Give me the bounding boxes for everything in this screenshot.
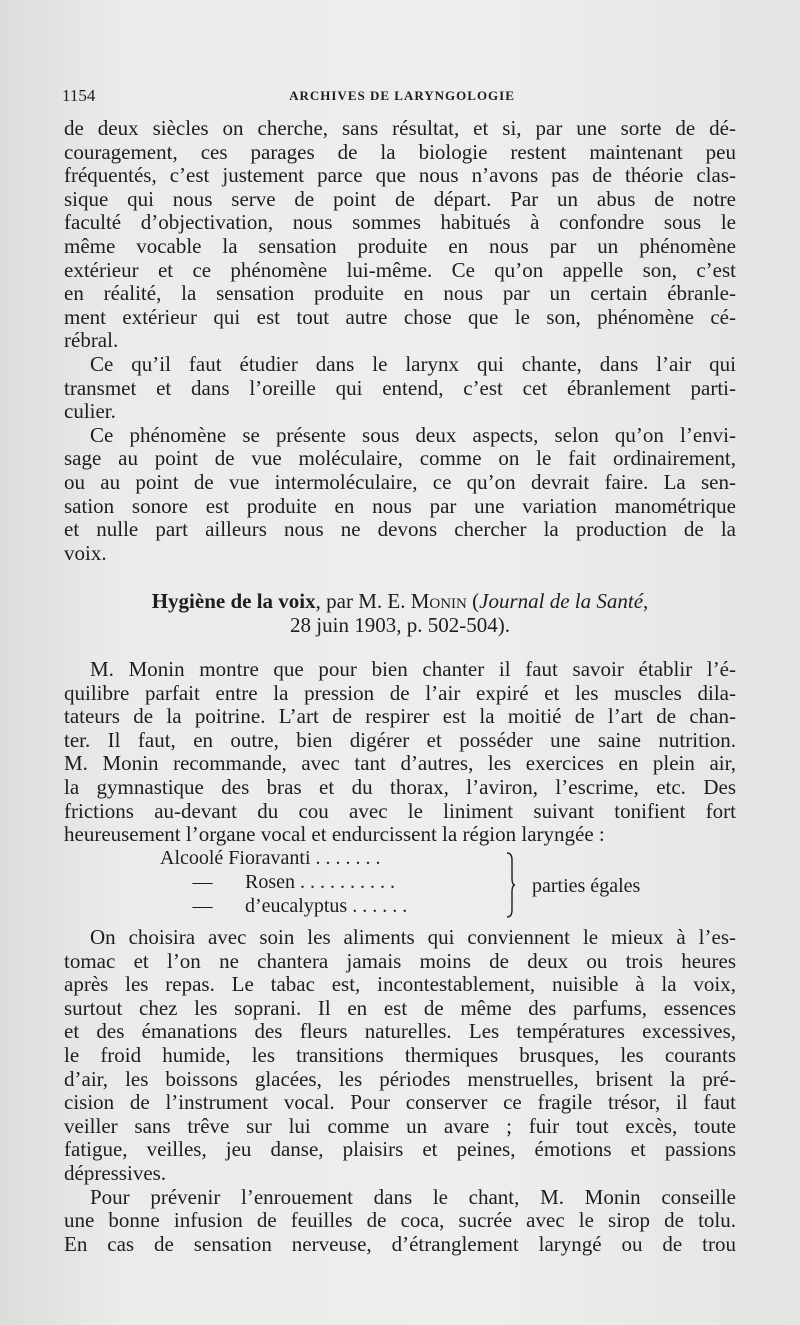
text-line: même vocable la sensation produite en nous par un phénomène (64, 233, 736, 258)
ditto-dash: — (192, 895, 213, 917)
text-line: rébral. (64, 328, 119, 353)
recipe-item (160, 846, 680, 870)
text-line: Ce phénomène se présente sous deux aspects, selon qu’on l’envi- (90, 422, 736, 447)
text-line: la gymnastique des bras et du thorax, l’aviron, l’escrime, etc. Des (64, 774, 736, 799)
text-line: couragement, ces parages de la biologie restent maintenant peu (64, 139, 736, 164)
text-line: heureusement l’organe vocal et endurcissent la région laryngée : (64, 822, 605, 847)
body-text-summary (64, 658, 736, 847)
text-line: Ce qu’il faut étudier dans le larynx qui chante, dans l’air qui (90, 351, 736, 376)
body-text-top (64, 117, 736, 565)
text-line: M. Monin recommande, avec tant d’autres, les exercices en plein air, (64, 751, 736, 776)
text-line: et des émanations des fleurs naturelles. Les températures excessives, (64, 1019, 736, 1044)
text-line: transmet et dans l’oreille qui entend, c’est cet ébranlement parti- (64, 375, 736, 400)
text-line: ter. Il faut, en outre, bien digérer et posséder une saine nutrition. (64, 727, 736, 752)
text-line: cision de l’instrument vocal. Pour conserver ce fragile trésor, il faut (64, 1090, 736, 1115)
text-line: fréquentés, c’est justement parce que nous n’avons pas de théorie clas- (64, 163, 736, 188)
text-line: sique qui nous serve de point de départ. Par un abus de notre (64, 186, 736, 211)
text-line: et nulle part ailleurs nous ne devons chercher la production de la (64, 517, 736, 542)
paragraph-phenomenon (64, 424, 736, 566)
text-line: dépressives. (64, 1160, 167, 1185)
article-journal: Journal de la Santé, (479, 589, 649, 613)
recipe-proportion: parties égales (532, 875, 641, 897)
paragraph-hoarseness (64, 1186, 736, 1257)
article-author: Monin (410, 589, 467, 613)
text-line: frictions au-devant du cou avec le liniment suivant tonifient fort (64, 798, 736, 823)
recipe-item-label: Alcoolé Fioravanti . . . . . . . (160, 847, 381, 869)
text-line: M. Monin montre que pour bien chanter il faut savoir établir l’é- (90, 657, 736, 681)
text-line: une bonne infusion de feuilles de coca, sucrée avec le sirop de tolu. (64, 1208, 736, 1233)
heading-line (64, 590, 736, 614)
page-number: 1154 (62, 86, 96, 105)
text-line: tateurs de la poitrine. L’art de respirer est la moitié de l’art de chan- (64, 704, 736, 729)
text-line: surtout chez les soprani. Il en est de même des parfums, essences (64, 995, 736, 1020)
ditto-dash: — (192, 871, 213, 893)
running-title: ARCHIVES DE LARYNGOLOGIE (289, 88, 515, 103)
text-line: En cas de sensation nerveuse, d’étranglement laryngé ou de trou (64, 1231, 736, 1256)
paragraph-larynx (64, 353, 736, 424)
text-line: d’air, les boissons glacées, les périodes menstruelles, brisent la pré- (64, 1066, 736, 1091)
right-brace-icon (506, 852, 516, 918)
article-date: 28 juin 1903, p. 502-504). (290, 612, 510, 637)
text-line: extérieur et ce phénomène lui-même. Ce qu’on appelle son, c’est (64, 257, 736, 282)
text-line: culier. (64, 399, 116, 424)
text-line: en réalité, la sensation produite en nous par un certain ébranle- (64, 281, 736, 306)
text-line: après les repas. Le tabac est, incontestablement, nuisible à la voix, (64, 972, 736, 997)
text-line: ou au point de vue intermoléculaire, ce qu’on devrait faire. La sen- (64, 469, 736, 494)
text-line: voix. (64, 540, 107, 565)
article-by: , par M. E. (315, 589, 411, 613)
text-line: quilibre parfait entre la pression de l’air expiré et les muscles dila- (64, 680, 736, 705)
article-heading (64, 590, 736, 637)
text-line: On choisira avec soin les aliments qui conviennent le mieux à l’es- (90, 925, 736, 949)
text-line: de deux siècles on cherche, sans résultat, et si, par une sorte de dé- (64, 116, 736, 140)
recipe-item-label: d’eucalyptus . . . . . . (245, 895, 408, 917)
paragraph-continuation (64, 117, 736, 353)
text-line: veiller sans trêve sur lui comme un avare ; fuir tout excès, toute (64, 1113, 736, 1138)
page-header (62, 86, 742, 108)
paragraph-diet (64, 926, 736, 1186)
text-line: le froid humide, les transitions thermiques brusques, les courants (64, 1042, 736, 1067)
text-line: faculté d’objectivation, nous sommes habitués à confondre sous le (64, 210, 736, 235)
article-title: Hygiène de la voix (151, 589, 316, 613)
liniment-recipe (160, 846, 680, 926)
recipe-item-label: Rosen . . . . . . . . . . (245, 871, 395, 893)
text-line: tomac et l’on ne chantera jamais moins de deux ou trois heures (64, 948, 736, 973)
text-line: sage au point de vue moléculaire, comme on le fait ordinairement, (64, 446, 736, 471)
text-line: sation sonore est produite en nous par une variation manométrique (64, 493, 736, 518)
body-text-bottom (64, 926, 736, 1256)
text-line: ment extérieur qui est tout autre chose que le son, phénomène cé- (64, 304, 736, 329)
article-source-open: ( (466, 589, 480, 613)
text-line: Pour prévenir l’enrouement dans le chant, M. Monin conseille (90, 1184, 736, 1209)
text-line: fatigue, veilles, jeu danse, plaisirs et peines, émotions et passions (64, 1137, 736, 1162)
